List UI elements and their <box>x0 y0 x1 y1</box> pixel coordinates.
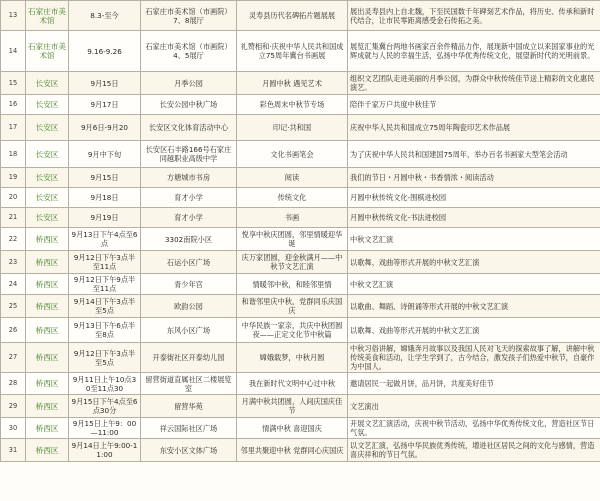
location-cell: 长安区文化体育活动中心 <box>141 115 237 141</box>
activity-title-cell: 悦享中秋庆团圆，邻里情暖迎华诞 <box>237 228 348 251</box>
description-cell: 展览汇集冀台两地书画家百余件精品力作，展现新中国成立以来国家事业的光辉成就与人民的幸福生活，弘扬中华优秀传统文化，展望新时代的光明前景。 <box>348 31 600 72</box>
time-cell: 9月11日上午10点30至11点30 <box>69 373 141 395</box>
location-cell: 石家庄市美术馆（市画院）4、5展厅 <box>141 31 237 72</box>
activity-title-cell: 和谐邻里庆中秋，党群同乐庆国庆 <box>237 295 348 318</box>
row-number: 21 <box>1 208 26 228</box>
location-cell: 3302南院小区 <box>141 228 237 251</box>
time-cell: 9月13日下午4点至6点 <box>69 228 141 251</box>
organizer-cell: 桥西区 <box>26 343 69 373</box>
table-row <box>1 228 600 251</box>
activity-title-cell: 印记·共和国 <box>237 115 348 141</box>
organizer-cell: 长安区 <box>26 188 69 208</box>
location-cell: 月季公园 <box>141 72 237 95</box>
description-cell: 中秋习俗讲解，嫦娥奔月故事以及我国人民对飞天的探索故事了解，讲解中秋传统美食和活动，让学生学到了，古今结合，激发孩子们热爱中秋节，自豪作为中国人。 <box>348 343 600 373</box>
description-cell: 开展文艺汇演活动，庆祝中秋节活动，弘扬中华优秀传统文化，营造社区节日气氛。 <box>348 418 600 439</box>
row-number: 25 <box>1 295 26 318</box>
activity-title-cell: 彩色周末中秋节专场 <box>237 95 348 115</box>
row-number: 22 <box>1 228 26 251</box>
row-number: 27 <box>1 343 26 373</box>
table-row <box>1 373 600 395</box>
row-number: 29 <box>1 395 26 418</box>
time-cell: 9月17日 <box>69 95 141 115</box>
row-number: 23 <box>1 251 26 274</box>
description-cell: 为了庆祝中华人民共和国建国75周年，举办百名书画家大型笔会活动 <box>348 141 600 168</box>
description-cell: 中秋文艺汇演 <box>348 274 600 295</box>
location-cell: 祥云国际社区广场 <box>141 418 237 439</box>
time-cell: 9月12日下午3点半至5点 <box>69 343 141 373</box>
activity-title-cell: 灵寿县历代名碑拓片题展展 <box>237 1 348 31</box>
activity-title-cell: 月圆中秋 遇见艺术 <box>237 72 348 95</box>
table-row <box>1 95 600 115</box>
location-cell: 育才小学 <box>141 208 237 228</box>
organizer-cell: 石家庄市美术馆 <box>26 31 69 72</box>
description-cell: 以歌舞、戏曲等形式开展的中秋文艺汇演 <box>348 251 600 274</box>
organizer-cell: 桥西区 <box>26 373 69 395</box>
organizer-cell: 长安区 <box>26 168 69 188</box>
organizer-cell: 长安区 <box>26 72 69 95</box>
location-cell: 育才小学 <box>141 188 237 208</box>
row-number: 13 <box>1 1 26 31</box>
organizer-cell: 长安区 <box>26 141 69 168</box>
time-cell: 9.16-9.26 <box>69 31 141 72</box>
activity-title-cell: 中华民族一家亲，共庆中秋团圆夜——正定文化节中秋篇 <box>237 318 348 343</box>
description-cell: 陪伴千家万户共度中秋佳节 <box>348 95 600 115</box>
description-cell: 组织文艺团队走进美丽的月季公园，为群众中秋传统佳节送上精彩的文化惠民演艺。 <box>348 72 600 95</box>
time-cell: 9月15日下午4点至6点30分 <box>69 395 141 418</box>
activity-title-cell: 礼赞相和·庆祝中华人民共和国成立75周年冀台书画展 <box>237 31 348 72</box>
time-cell: 9月18日 <box>69 188 141 208</box>
time-cell: 9月19日 <box>69 208 141 228</box>
activity-title-cell: 书画 <box>237 208 348 228</box>
row-number: 26 <box>1 318 26 343</box>
row-number: 19 <box>1 168 26 188</box>
organizer-cell: 桥西区 <box>26 228 69 251</box>
table-row <box>1 141 600 168</box>
table-row <box>1 343 600 373</box>
description-cell: 月圆中秋传统文化-书法进校园 <box>348 208 600 228</box>
table-row <box>1 31 600 72</box>
time-cell: 9月15日 <box>69 72 141 95</box>
row-number: 14 <box>1 31 26 72</box>
table-row <box>1 318 600 343</box>
location-cell: 东风小区广场 <box>141 318 237 343</box>
table-row <box>1 168 600 188</box>
time-cell: 9月14日下午3点半至5点 <box>69 295 141 318</box>
row-number: 17 <box>1 115 26 141</box>
row-number: 24 <box>1 274 26 295</box>
organizer-cell: 长安区 <box>26 208 69 228</box>
time-cell: 8.3-至今 <box>69 1 141 31</box>
row-number: 16 <box>1 95 26 115</box>
row-number: 20 <box>1 188 26 208</box>
table-row <box>1 208 600 228</box>
description-cell: 我们的节日・月圆中秋・书香情浓・阅读活动 <box>348 168 600 188</box>
table-body <box>1 1 600 462</box>
organizer-cell: 桥西区 <box>26 251 69 274</box>
table-row <box>1 274 600 295</box>
table-row <box>1 115 600 141</box>
organizer-cell: 桥西区 <box>26 418 69 439</box>
organizer-cell: 桥西区 <box>26 395 69 418</box>
description-cell: 以歌舞、戏曲等形式开展的中秋文艺汇演 <box>348 318 600 343</box>
location-cell: 长安区石丰路166号石家庄同越职业高级中学 <box>141 141 237 168</box>
location-cell: 欧韵公园 <box>141 295 237 318</box>
organizer-cell: 桥西区 <box>26 318 69 343</box>
location-cell: 石家庄市美术馆（市画院）7、8展厅 <box>141 1 237 31</box>
activity-title-cell: 文化书画笔会 <box>237 141 348 168</box>
row-number: 30 <box>1 418 26 439</box>
location-cell: 留营街道直属社区二楼展览室 <box>141 373 237 395</box>
location-cell: 开泰街社区开泰幼儿园 <box>141 343 237 373</box>
description-cell: 以文艺汇演，弘扬中华民族优秀传统，增进社区居民之间的文化与感情，营造喜庆祥和的节日气氛。 <box>348 439 600 462</box>
time-cell: 9月12日下午9点半至11点 <box>69 274 141 295</box>
location-cell: 长安公园中秋广场 <box>141 95 237 115</box>
location-cell: 东安小区文体广场 <box>141 439 237 462</box>
table-row <box>1 251 600 274</box>
table-row <box>1 1 600 31</box>
description-cell: 庆祝中华人民共和国成立75周年陶瓷印艺术作品展 <box>348 115 600 141</box>
organizer-cell: 石家庄市美术馆 <box>26 1 69 31</box>
time-cell: 9月15日 <box>69 168 141 188</box>
organizer-cell: 桥西区 <box>26 295 69 318</box>
row-number: 28 <box>1 373 26 395</box>
activity-title-cell: 情暖邻中秋，和睦邻里情 <box>237 274 348 295</box>
activity-title-cell: 阅读 <box>237 168 348 188</box>
time-cell: 9月14日上午9:00-11:00 <box>69 439 141 462</box>
organizer-cell: 桥西区 <box>26 439 69 462</box>
description-cell: 中秋文艺汇演 <box>348 228 600 251</box>
time-cell: 9月15日上午9：00—11:00 <box>69 418 141 439</box>
activity-title-cell: 庆万家团圆，迎金秋满月——中秋节文艺汇演 <box>237 251 348 274</box>
table-row <box>1 295 600 318</box>
row-number: 31 <box>1 439 26 462</box>
table-row <box>1 439 600 462</box>
table-row <box>1 72 600 95</box>
row-number: 18 <box>1 141 26 168</box>
activity-title-cell: 我在新时代文明中心过中秋 <box>237 373 348 395</box>
description-cell: 邀请居民一起做月饼，品月饼，共度美好佳节 <box>348 373 600 395</box>
activity-title-cell: 嫦娥载梦，中秋月圆 <box>237 343 348 373</box>
table-row <box>1 395 600 418</box>
table-row <box>1 188 600 208</box>
table-row <box>1 418 600 439</box>
description-cell: 月圆中秋传统文化-围棋进校园 <box>348 188 600 208</box>
location-cell: 留营华苑 <box>141 395 237 418</box>
organizer-cell: 长安区 <box>26 115 69 141</box>
activity-title-cell: 传统文化 <box>237 188 348 208</box>
organizer-cell: 长安区 <box>26 95 69 115</box>
time-cell: 9月6日-9月20 <box>69 115 141 141</box>
activity-title-cell: 情满中秋 喜迎国庆 <box>237 418 348 439</box>
description-cell: 展出灵寿县内上自北魏，下至民国数千年碑刻艺术作品，将历史、传承和新时代结合，让市民零距离感受金石传拓之美。 <box>348 1 600 31</box>
organizer-cell: 桥西区 <box>26 274 69 295</box>
location-cell: 石运小区广场 <box>141 251 237 274</box>
location-cell: 方塘城市书房 <box>141 168 237 188</box>
time-cell: 9月13日下午6点半至8点 <box>69 318 141 343</box>
location-cell: 青少年宫 <box>141 274 237 295</box>
time-cell: 9月中下旬 <box>69 141 141 168</box>
activity-title-cell: 月满中秋共团圆，人间庆国庆佳节 <box>237 395 348 418</box>
description-cell: 以歌曲、舞蹈、诗朗诵等形式开展的中秋文艺汇演 <box>348 295 600 318</box>
time-cell: 9月12日下午3点半至11点 <box>69 251 141 274</box>
description-cell: 文艺演出 <box>348 395 600 418</box>
activity-title-cell: 邻里共聚迎中秋 党群同心庆国庆 <box>237 439 348 462</box>
row-number: 15 <box>1 72 26 95</box>
